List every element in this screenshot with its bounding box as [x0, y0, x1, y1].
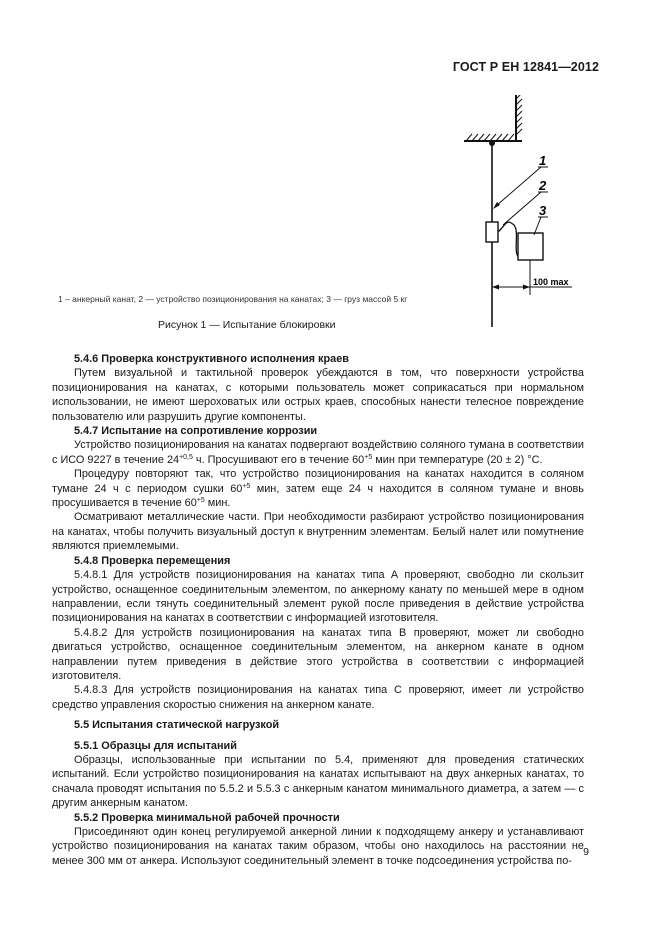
leader-line-2 — [503, 192, 541, 225]
dimension-label: 100 max — [533, 277, 569, 287]
section-5-5-2-heading: 5.5.2 Проверка минимальной рабочей прочности — [74, 811, 340, 824]
section-5-4-8-2-paragraph: 5.4.8.2 Для устройств позиционирования на канатах типа В проверяют, может ли свободно двигаться устройство, оснащенное соединительным элементом, на анкерном канате в одном направлении путем приведения в действие этого устройства в соответствии с информацией изготовителя. — [52, 626, 584, 682]
section-5-4-6-heading: 5.4.6 Проверка конструктивного исполнения краев — [74, 353, 349, 365]
document-header: ГОСТ Р ЕН 12841—2012 — [452, 60, 599, 74]
positioning-device — [486, 222, 498, 242]
leader-line-1 — [496, 167, 541, 206]
dimension-arrow-left — [492, 285, 499, 290]
figure-legend: 1 – анкерный канат, 2 — устройство позиционирования на канатах; 3 — груз массой 5 кг — [58, 294, 408, 304]
section-5-4-8-1-paragraph: 5.4.8.1 Для устройств позиционирования на канатах типа А проверяют, свободно ли скользит устройство, оснащенное соединительным элементом, по анкерному канату по меньшей мере в одном направлении, если тянуть соединительный элемент рукой после приведения в действие устройства позиционирования на канатах в соответствии с информацией изготовителя. — [52, 569, 584, 625]
section-5-4-6-paragraph: Путем визуальной и тактильной проверок убеждаются в том, что поверхности устройства позиционирования на канатах, с которыми пользователь может соприкасаться при нормальном использовании, не имеют шероховатых или острых краев, способных нанести телесное повреждение пользователю или разрушить другие компоненты. — [52, 367, 584, 423]
page-number: 9 — [583, 846, 589, 858]
body-text — [52, 352, 584, 868]
section-5-4-7-paragraph-3: Осматривают металлические части. При необходимости разбирают устройство позиционирования на канатах, чтобы получить визуальный доступ к внутренним элементам. Белый налет или помутнение являются приемлемыми. — [52, 511, 584, 553]
section-5-4-7-paragraph-1: Устройство позиционирования на канатах подвергают воздействию соляного тумана в соответствии с ИСО 9227 в течение $24^{+0,5}$ ч. Просушивают его в течение $60^{+5}$ мин при температуре (20 ± 2) °C. — [52, 439, 584, 466]
figure-label-1: 1 — [539, 153, 547, 168]
section-5-4-7-heading: 5.4.7 Испытание на сопротивление коррозии — [74, 425, 318, 438]
section-5-4-7-paragraph-2: Процедуру повторяют так, что устройство позиционирования на канатах находится в соляном тумане 24 ч с периодом сушки $60^{+5}$ мин, затем еще 24 ч находится в соляном тумане и вновь просушивается в течение $60^{+5}$ мин. — [52, 468, 584, 510]
section-5-5-1-paragraph: Образцы, использованные при испытании по 5.4, применяют для проведения статических испытаний. Если устройство позиционирования на канатах испытывают на двух анкерных канатах, то сначала проводят испытания по 5.5.2 и 5.5.3 с анкерным канатом минимального диаметра, а затем — с другим анкерным канатом. — [52, 753, 584, 810]
section-5-4-8-3-paragraph: 5.4.8.3 Для устройств позиционирования на канатах типа С проверяют, имеет ли устройство средство управления скоростью снижения на анкерном канате. — [52, 684, 584, 711]
section-5-5-heading: 5.5 Испытания статической нагрузкой — [74, 719, 280, 732]
figure-label-2: 2 — [539, 178, 547, 193]
dimension-arrow-right — [523, 285, 530, 290]
section-5-5-1-heading: 5.5.1 Образцы для испытаний — [74, 739, 237, 752]
section-5-4-8-heading: 5.4.8 Проверка перемещения — [74, 554, 231, 567]
ceiling-hatch — [466, 134, 514, 141]
section-5-5-2-paragraph: Присоединяют один конец регулируемой анкерной линии к подходящему анкеру и устанавливают устройство позиционирования на канатах таким образом, чтобы оно находилось на расстоянии не менее 300 мм от анкера. Используют соединительный элемент в точке подсоединения устройства по- — [52, 826, 584, 867]
rope-anchor-point — [489, 140, 495, 146]
figure-label-3: 3 — [539, 203, 547, 218]
blocking-test-figure — [450, 95, 590, 330]
weight-block — [518, 233, 543, 260]
figure-caption: Рисунок 1 — Испытание блокировки — [158, 319, 336, 331]
